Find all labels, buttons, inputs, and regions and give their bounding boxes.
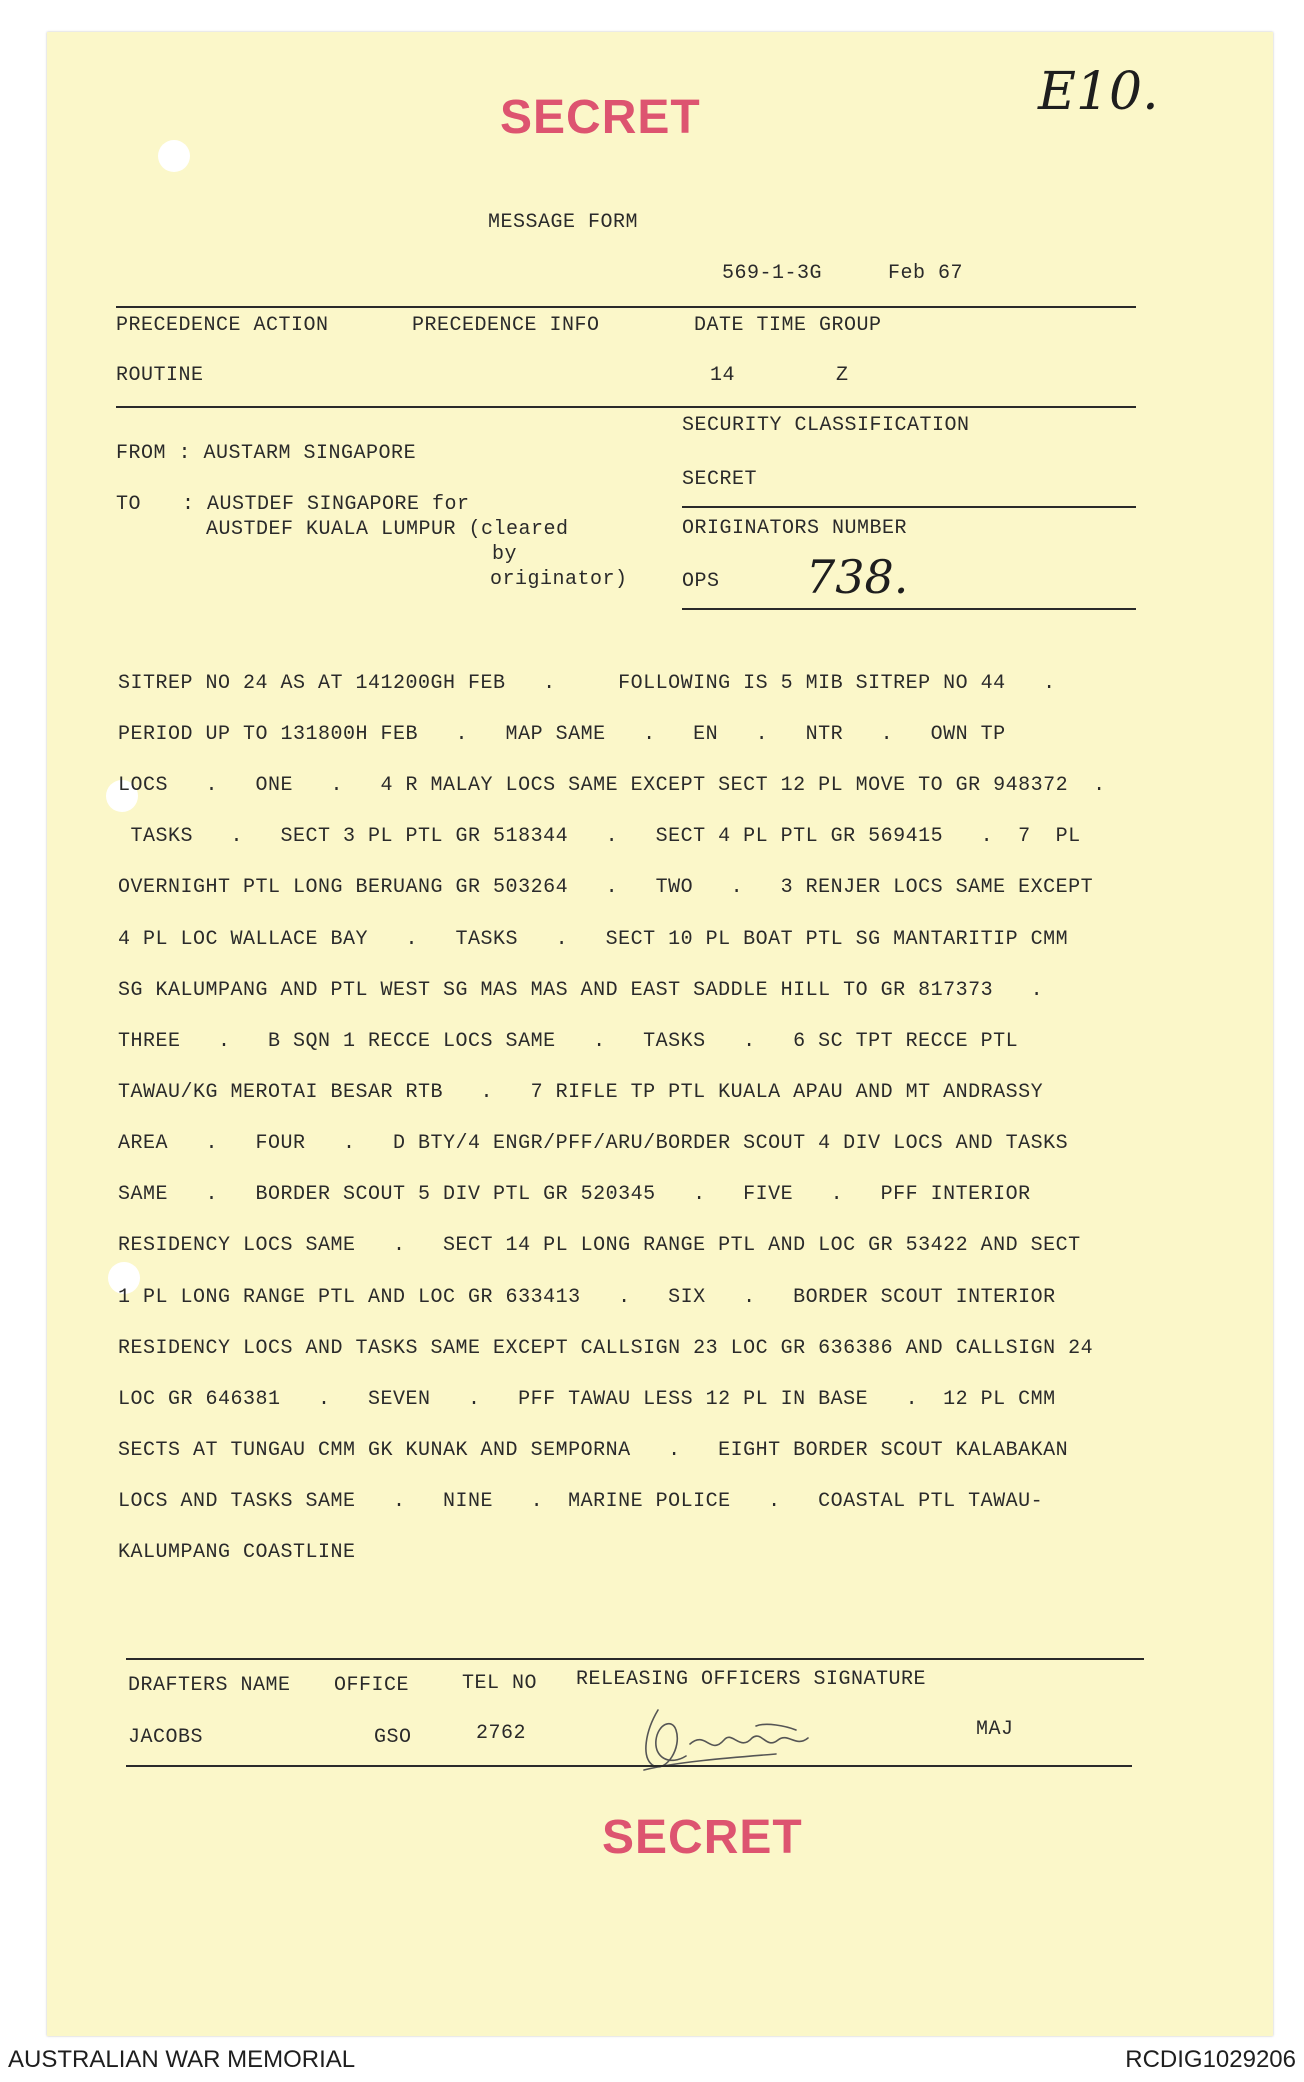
body-line: SAME . BORDER SCOUT 5 DIV PTL GR 520345 . FIVE . PFF INTERIOR (118, 1183, 1031, 1206)
body-line: KALUMPANG COASTLINE (118, 1541, 356, 1564)
drafter-rule-bottom (126, 1765, 1132, 1767)
originator-rule (682, 608, 1136, 610)
security-classification-label: SECURITY CLASSIFICATION (682, 414, 970, 437)
originators-number-label: ORIGINATORS NUMBER (682, 517, 908, 540)
security-rule (682, 506, 1136, 508)
body-line: LOCS AND TASKS SAME . NINE . MARINE POLICE . COASTAL PTL TAWAU- (118, 1490, 1044, 1513)
date-reference: Feb 67 (888, 262, 964, 285)
punch-hole-top (158, 140, 190, 172)
drafters-name-value: JACOBS (128, 1726, 204, 1749)
body-line: TAWAU/KG MEROTAI BESAR RTB . 7 RIFLE TP PTL KUALA APAU AND MT ANDRASSY (118, 1081, 1044, 1104)
handwritten-reference: E10. (1038, 62, 1159, 122)
body-line: SITREP NO 24 AS AT 141200GH FEB . FOLLOWING IS 5 MIB SITREP NO 44 . (118, 672, 1056, 695)
security-classification-value: SECRET (682, 468, 758, 491)
body-line: LOC GR 646381 . SEVEN . PFF TAWAU LESS 12 PL IN BASE . 12 PL CMM (118, 1388, 1056, 1411)
to-line-2: AUSTDEF KUALA LUMPUR (cleared (206, 518, 569, 541)
officer-signature (636, 1700, 846, 1780)
to-line-3: by (492, 543, 518, 566)
body-line: RESIDENCY LOCS SAME . SECT 14 PL LONG RANGE PTL AND LOC GR 53422 AND SECT (118, 1234, 1081, 1257)
precedence-action-label: PRECEDENCE ACTION (116, 314, 329, 337)
body-line: SECTS AT TUNGAU CMM GK KUNAK AND SEMPORNA . EIGHT BORDER SCOUT KALABAKAN (118, 1439, 1069, 1462)
body-line: SG KALUMPANG AND PTL WEST SG MAS MAS AND EAST SADDLE HILL TO GR 817373 . (118, 979, 1044, 1002)
secret-stamp-bottom: SECRET (602, 1811, 803, 1864)
to-line-1: : AUSTDEF SINGAPORE for (182, 493, 470, 516)
office-label: OFFICE (334, 1674, 410, 1697)
body-line: PERIOD UP TO 131800H FEB . MAP SAME . EN . NTR . OWN TP (118, 723, 1006, 746)
drafter-rule-top (126, 1658, 1144, 1660)
body-line: RESIDENCY LOCS AND TASKS SAME EXCEPT CALLSIGN 23 LOC GR 636386 AND CALLSIGN 24 (118, 1337, 1094, 1360)
tel-no-label: TEL NO (462, 1672, 538, 1695)
originators-number: 738. (806, 550, 909, 604)
date-time-group-label: DATE TIME GROUP (694, 314, 882, 337)
dtg-zone: Z (836, 364, 849, 387)
officer-rank: MAJ (976, 1718, 1014, 1741)
footer-archive-name: AUSTRALIAN WAR MEMORIAL (8, 2046, 356, 2073)
precedence-action-value: ROUTINE (116, 364, 204, 387)
body-line: 1 PL LONG RANGE PTL AND LOC GR 633413 . SIX . BORDER SCOUT INTERIOR (118, 1286, 1056, 1309)
tel-no-value: 2762 (476, 1722, 527, 1745)
body-line: 4 PL LOC WALLACE BAY . TASKS . SECT 10 PL BOAT PTL SG MANTARITIP CMM (118, 928, 1069, 951)
office-value: GSO (374, 1726, 412, 1749)
secret-stamp-top: SECRET (500, 91, 701, 144)
header-rule-mid (116, 406, 1136, 408)
precedence-info-label: PRECEDENCE INFO (412, 314, 600, 337)
form-title: MESSAGE FORM (488, 211, 639, 234)
drafters-name-label: DRAFTERS NAME (128, 1674, 291, 1697)
body-line: OVERNIGHT PTL LONG BERUANG GR 503264 . TWO . 3 RENJER LOCS SAME EXCEPT (118, 876, 1094, 899)
body-line: THREE . B SQN 1 RECCE LOCS SAME . TASKS . 6 SC TPT RECCE PTL (118, 1030, 1019, 1053)
body-line: AREA . FOUR . D BTY/4 ENGR/PFF/ARU/BORDER SCOUT 4 DIV LOCS AND TASKS (118, 1132, 1069, 1155)
footer-record-id: RCDIG1029206 (1125, 2046, 1296, 2073)
body-line: TASKS . SECT 3 PL PTL GR 518344 . SECT 4 PL PTL GR 569415 . 7 PL (118, 825, 1081, 848)
from-label: FROM : AUSTARM SINGAPORE (116, 442, 417, 465)
header-rule-top (116, 306, 1136, 308)
from-value: AUSTARM SINGAPORE (203, 442, 417, 465)
body-line: LOCS . ONE . 4 R MALAY LOCS SAME EXCEPT SECT 12 PL MOVE TO GR 948372 . (118, 774, 1106, 797)
to-line-4: originator) (490, 568, 628, 591)
originators-prefix: OPS (682, 570, 720, 593)
file-reference: 569-1-3G (722, 262, 823, 285)
dtg-day: 14 (710, 364, 736, 387)
to-label: TO (116, 493, 142, 516)
releasing-officers-signature-label: RELEASING OFFICERS SIGNATURE (576, 1668, 927, 1691)
